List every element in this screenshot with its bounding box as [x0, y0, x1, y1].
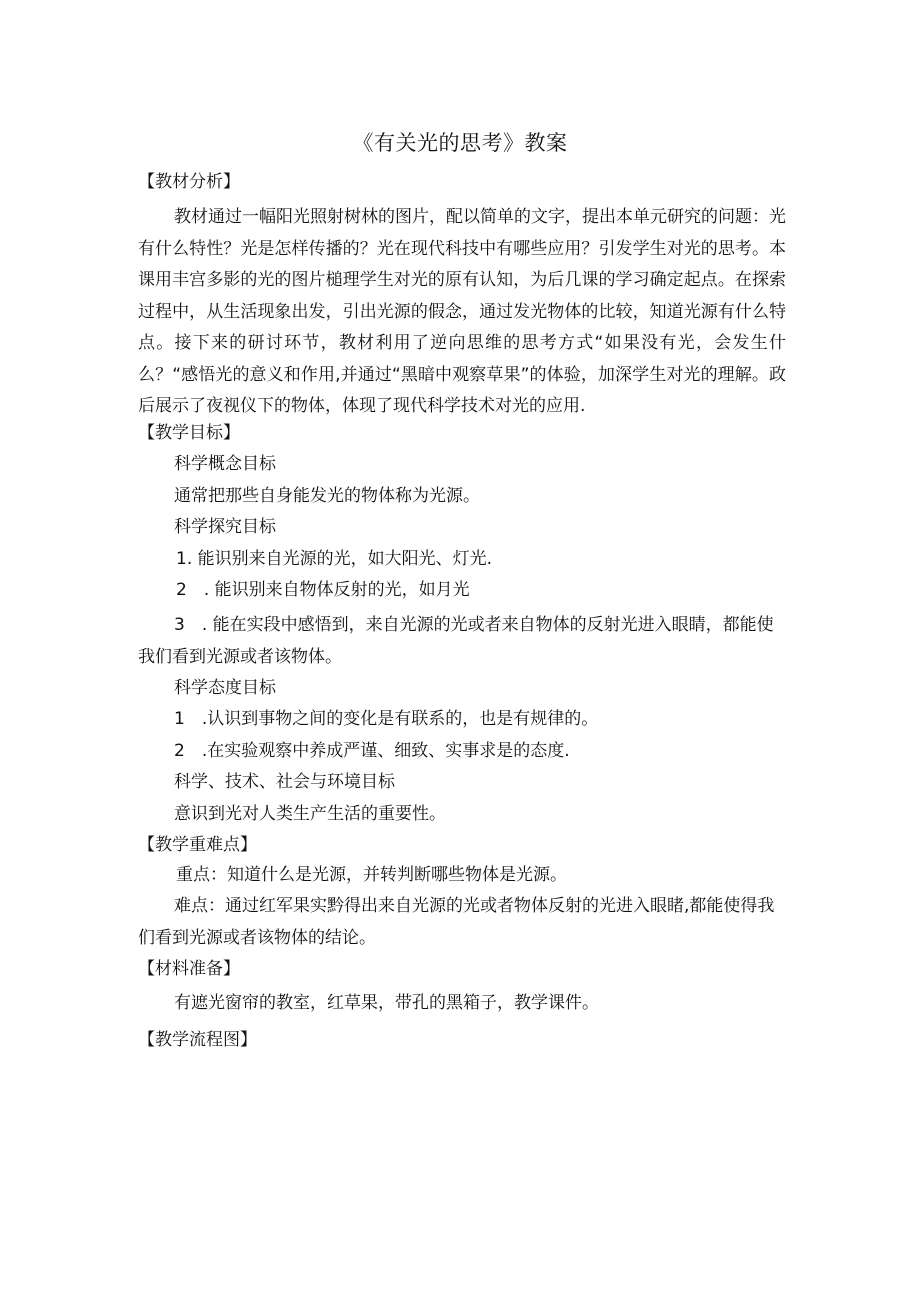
document-title: 《有关光的思考》教案	[352, 131, 568, 155]
key-point-text: 重点：知道什么是光源，并转判断哪些物体是光源。	[176, 865, 567, 885]
heading-teaching-goals: 【教学目标】	[138, 423, 240, 443]
material-analysis-paragraph: 教材通过一幅阳光照射树林的图片，配以简单的文字，提出本单元研究的问题：光有什么特性？光是怎样传播的？光在现代科技中有哪些应用？引发学生对光的思考。本课用丰宫多影的光的图片槌理学生对光的原有认知，为后几课的学习确定起点。在探索过程中，从生活现象出发，引出光源的假念，通过发光物体的比较，知道光源有什么特点。接下来的研讨环节，教材利用了逆向思维的思考方式“如果没有光，会发生什么？“感悟光的意义和作用,并通过“黑暗中观察草果”的体验，加深学生对光的理解。政后展示了夜视仪下的物体，体现了现代科学技术对光的应用.	[138, 207, 786, 416]
science-concept-title: 科学概念目标	[174, 454, 276, 474]
inquiry-goal-1: 1. 能识别来自光源的光，如大阳光、灯光.	[176, 549, 493, 569]
attitude-goal-1: 1 .认识到事物之间的变化是有联系的，也是有规律的。	[174, 709, 599, 729]
science-inquiry-title: 科学探究目标	[174, 517, 276, 537]
materials-text: 有遮光窗帘的教室，红草果，带孔的黑箱子，教学课件。	[174, 993, 599, 1013]
heading-key-difficult-points: 【教学重难点】	[138, 835, 257, 855]
sts-goal-text: 意识到光对人类生产生活的重要性。	[174, 804, 446, 824]
attitude-goal-2: 2 .在实验观察中养成严谨、细致、实事求是的态度.	[174, 741, 570, 761]
science-attitude-title: 科学态度目标	[174, 678, 276, 698]
inquiry-goal-2: 2 . 能识别来自物体反射的光，如月光	[176, 580, 470, 600]
sts-goal-title: 科学、技术、社会与环境目标	[174, 772, 395, 792]
inquiry-goal-3: 3 . 能在实段中感悟到，来自光源的光或者来自物体的反射光进入眼睛，都能使我们看到光源或者该物体。	[138, 615, 774, 667]
difficult-point-text: 难点：通过红军果实黔得出来自光源的光或者物体反射的光进入眼睹,都能使得我们看到光源或者该物体的结论。	[138, 896, 775, 948]
heading-teaching-flowchart: 【教学流程图】	[138, 1030, 257, 1050]
heading-materials: 【材料准备】	[138, 959, 240, 979]
heading-material-analysis: 【教材分析】	[138, 172, 240, 192]
science-concept-text: 通常把那些自身能发光的物体称为光源。	[174, 486, 480, 506]
